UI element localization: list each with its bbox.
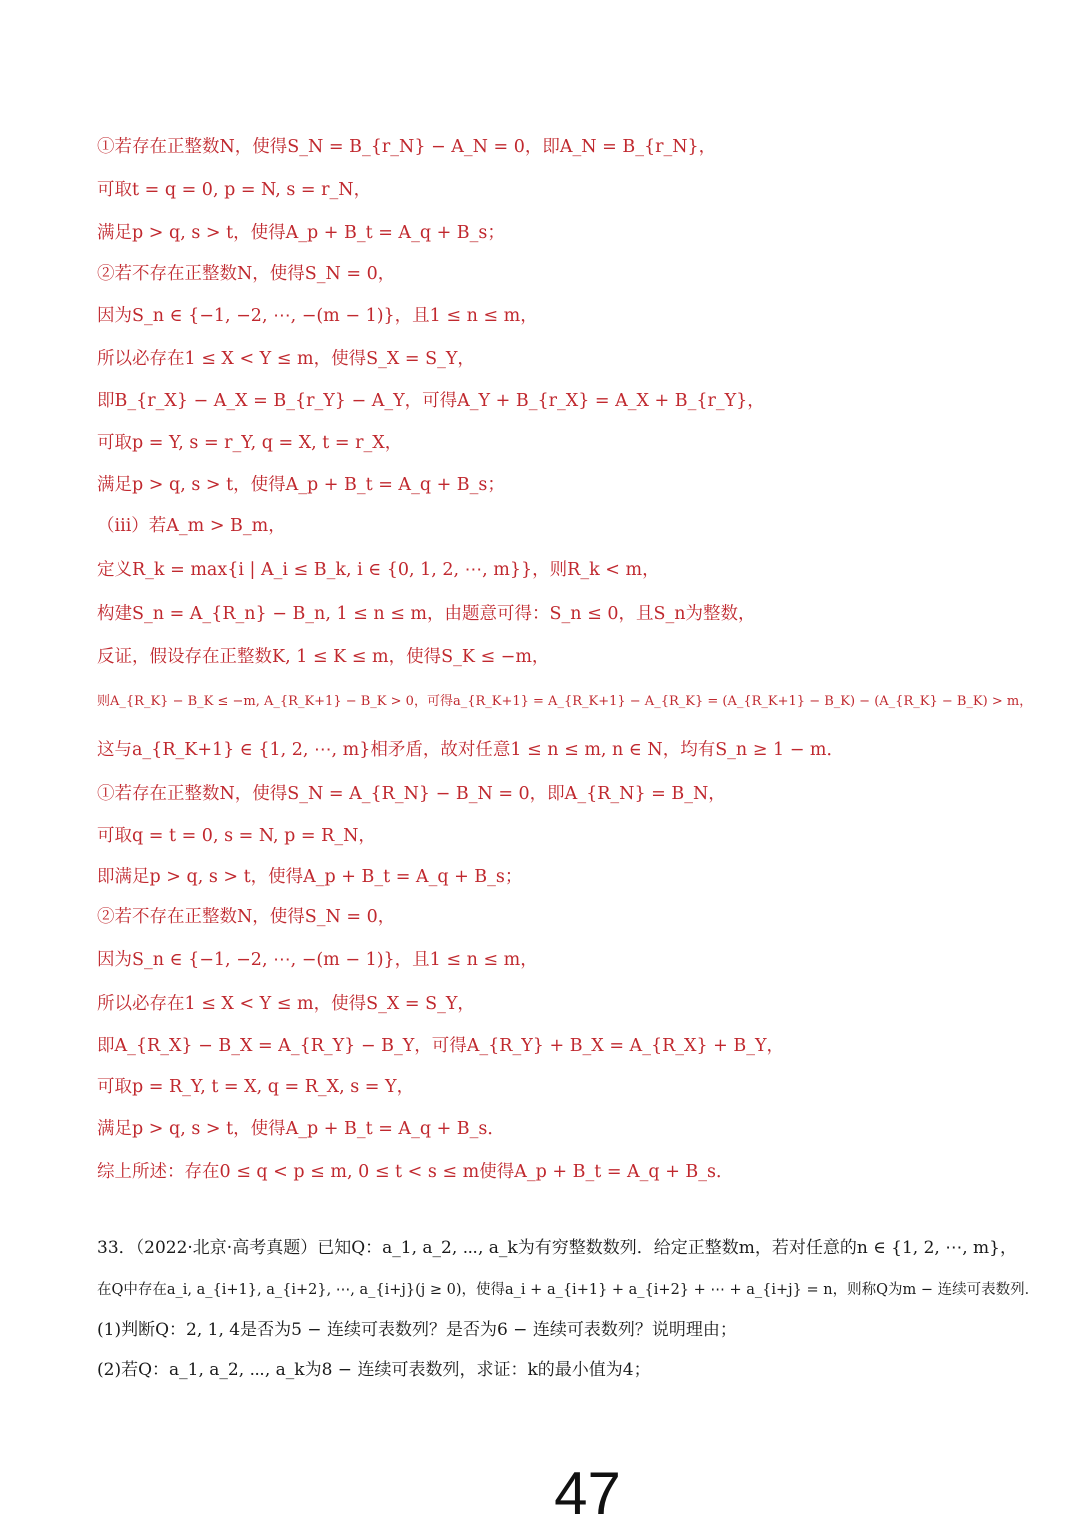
question-line: 在Q中存在a_i, a_{i+1}, a_{i+2}, ⋯, a_{i+j}(j ≥ 0)，使得a_i + a_{i+1} + a_{i+2} + ⋯ + a_{i+j} = n，则称Q为m − 连续可表数列． (97, 1282, 1040, 1298)
solution-line: 满足p > q, s > t，使得A_p + B_t = A_q + B_s； (97, 223, 505, 243)
solution-line: 因为S_n ∈ {−1, −2, ⋯, −(m − 1)}，且1 ≤ n ≤ m， (97, 306, 538, 326)
solution-line: 可取q = t = 0, s = N, p = R_N， (97, 826, 376, 846)
solution-line: 综上所述：存在0 ≤ q < p ≤ m, 0 ≤ t < s ≤ m使得A_p + B_t = A_q + B_s． (97, 1162, 734, 1182)
solution-line: 则A_{R_K} − B_K ≤ −m, A_{R_K+1} − B_K > 0，可得a_{R_K+1} = A_{R_K+1} − A_{R_K} = (A_{R_K+1} − B_K) − (A_{R_K} − B_K) > m， (97, 694, 1033, 709)
question-line: (1)判断Q：2, 1, 4是否为5 − 连续可表数列？是否为6 − 连续可表数列？说明理由； (97, 1320, 737, 1340)
solution-line: 构建S_n = A_{R_n} − B_n, 1 ≤ n ≤ m，由题意可得：S_n ≤ 0，且S_n为整数， (97, 604, 756, 624)
solution-line: 满足p > q, s > t，使得A_p + B_t = A_q + B_s． (97, 1119, 505, 1139)
solution-line: 所以必存在1 ≤ X < Y ≤ m，使得S_X = S_Y， (97, 349, 475, 369)
solution-line: ①若存在正整数N，使得S_N = A_{R_N} − B_N = 0，即A_{R_N} = B_N， (97, 784, 726, 804)
solution-line: ②若不存在正整数N，使得S_N = 0， (97, 264, 396, 284)
solution-line: 可取t = q = 0, p = N, s = r_N， (97, 180, 372, 200)
solution-line: 即B_{r_X} − A_X = B_{r_Y} − A_Y，可得A_Y + B_{r_X} = A_X + B_{r_Y}， (97, 391, 765, 411)
solution-line: 即满足p > q, s > t，使得A_p + B_t = A_q + B_s； (97, 867, 523, 887)
solution-line: 这与a_{R_K+1} ∈ {1, 2, ⋯, m}相矛盾，故对任意1 ≤ n ≤ m, n ∈ N，均有S_n ≥ 1 − m． (97, 740, 845, 760)
solution-line: ①若存在正整数N，使得S_N = B_{r_N} − A_N = 0，即A_N = B_{r_N}， (97, 137, 717, 157)
solution-line: 反证，假设存在正整数K, 1 ≤ K ≤ m，使得S_K ≤ −m， (97, 647, 550, 667)
solution-line: 所以必存在1 ≤ X < Y ≤ m，使得S_X = S_Y， (97, 994, 475, 1014)
solution-line: ②若不存在正整数N，使得S_N = 0， (97, 907, 396, 927)
question-line: (2)若Q：a_1, a_2, ⋯, a_k为8 − 连续可表数列，求证：k的最小值为4； (97, 1360, 651, 1380)
solution-line: 可取p = Y, s = r_Y, q = X, t = r_X， (97, 433, 403, 453)
question-line: 33．（2022·北京·高考真题）已知Q：a_1, a_2, ⋯, a_k为有穷整数数列．给定正整数m，若对任意的n ∈ {1, 2, ⋯, m}， (97, 1238, 1017, 1258)
solution-line: 即A_{R_X} − B_X = A_{R_Y} − B_Y，可得A_{R_Y} + B_X = A_{R_X} + B_Y， (97, 1036, 785, 1056)
solution-line: 因为S_n ∈ {−1, −2, ⋯, −(m − 1)}，且1 ≤ n ≤ m， (97, 950, 538, 970)
solution-line: 定义R_k = max{i | A_i ≤ B_k, i ∈ {0, 1, 2, ⋯, m}}，则R_k < m， (97, 560, 660, 580)
page-number: 47 (554, 1460, 621, 1527)
solution-line: （iii）若A_m > B_m， (97, 516, 286, 536)
solution-line: 可取p = R_Y, t = X, q = R_X, s = Y， (97, 1077, 415, 1097)
solution-line: 满足p > q, s > t，使得A_p + B_t = A_q + B_s； (97, 475, 505, 495)
